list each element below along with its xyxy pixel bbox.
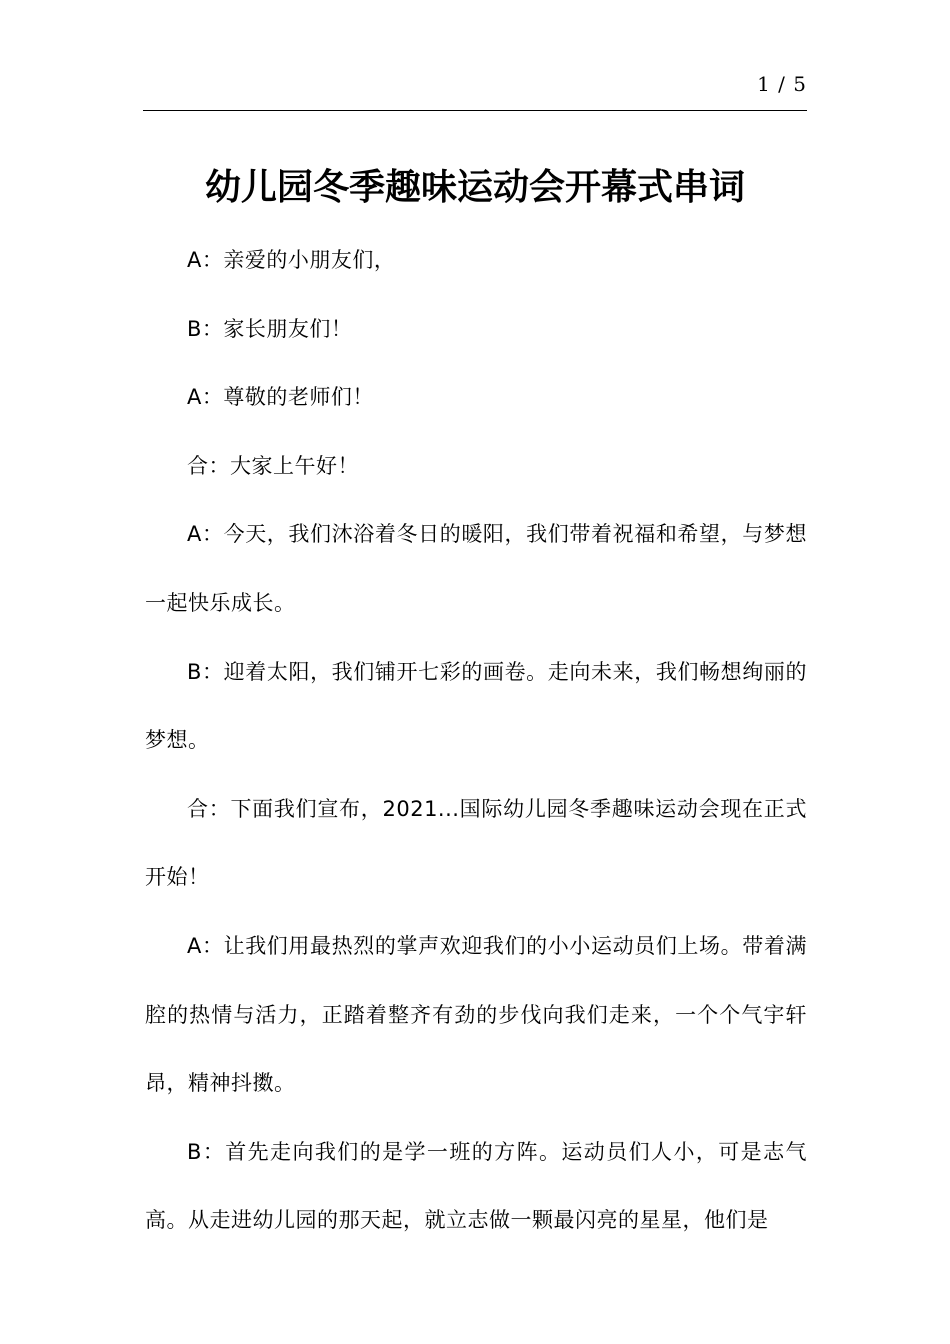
paragraph: A：尊敬的老师们！ xyxy=(187,385,374,410)
paragraph: A：亲爱的小朋友们， xyxy=(187,248,396,272)
page-number: 1 / 5 xyxy=(757,72,807,96)
paragraph: B：家长朋友们！ xyxy=(187,316,353,341)
document-title: 幼儿园冬季趣味运动会开幕式串词 xyxy=(204,167,745,208)
paragraph: B：迎着太阳，我们铺开七彩的画卷。走向未来，我们畅想绚丽的梦想。 xyxy=(145,659,807,753)
header-divider xyxy=(143,110,807,111)
paragraph: 合：大家上午好！ xyxy=(187,453,359,478)
paragraph: B：首先走向我们的是学一班的方阵。运动员们人小，可是志气高。从走进幼儿园的那天起，就立志做一颗最闪亮的星星，他们是 xyxy=(145,1139,807,1233)
paragraph: 合：下面我们宣布，2021...国际幼儿园冬季趣味运动会现在正式开始！ xyxy=(145,796,807,890)
paragraph: A：让我们用最热烈的掌声欢迎我们的小小运动员们上场。带着满腔的热情与活力，正踏着整齐有劲的步伐向我们走来，一个个气宇轩昂，精神抖擞。 xyxy=(145,933,807,1096)
document-body xyxy=(145,226,807,1255)
paragraph: A：今天，我们沐浴着冬日的暖阳，我们带着祝福和希望，与梦想一起快乐成长。 xyxy=(145,522,807,615)
